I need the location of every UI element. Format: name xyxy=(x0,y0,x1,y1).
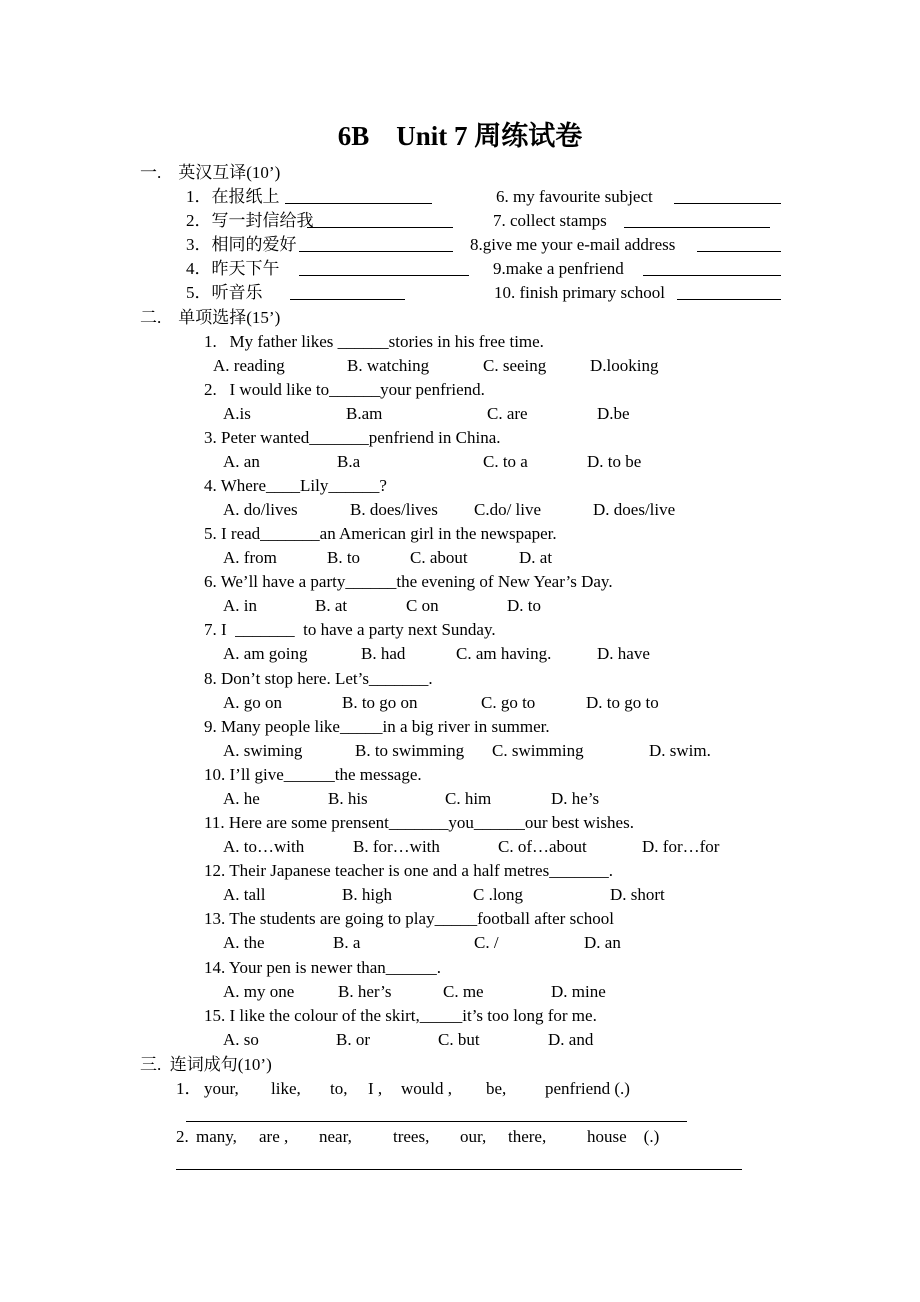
answer-line[interactable] xyxy=(290,299,405,300)
option[interactable]: C. are xyxy=(487,404,528,423)
option[interactable]: C on xyxy=(406,596,439,615)
option[interactable]: A. reading xyxy=(213,356,285,375)
option[interactable]: C. swimming xyxy=(492,741,584,760)
translation-en: 6. my favourite subject xyxy=(496,187,653,206)
translation-cn: 2．写一封信给我 xyxy=(186,211,314,230)
option[interactable]: A. he xyxy=(223,789,260,808)
sentence-number: 1． xyxy=(176,1079,202,1098)
word: penfriend (.) xyxy=(545,1079,630,1098)
word: I , xyxy=(368,1079,383,1098)
question-text: 3. Peter wanted_______penfriend in China. xyxy=(204,428,501,447)
translation-en: 7. collect stamps xyxy=(493,211,607,230)
word: near, xyxy=(319,1127,352,1146)
option[interactable]: A. the xyxy=(223,933,265,952)
word: our, xyxy=(460,1127,487,1146)
option[interactable]: A. tall xyxy=(223,885,266,904)
option[interactable]: C. / xyxy=(474,933,499,952)
translation-cn: 1．在报纸上 xyxy=(186,187,280,206)
option[interactable]: C. me xyxy=(443,982,484,1001)
option[interactable]: B.a xyxy=(337,452,361,471)
answer-line[interactable] xyxy=(677,299,781,300)
word: are , xyxy=(259,1127,289,1146)
option[interactable]: C. him xyxy=(445,789,492,808)
option[interactable]: B.am xyxy=(346,404,383,423)
translation-en: 10. finish primary school xyxy=(494,283,665,302)
answer-line[interactable] xyxy=(697,251,781,252)
question-text: 11. Here are some prensent_______you______our best wishes. xyxy=(204,813,634,832)
answer-line[interactable] xyxy=(624,227,770,228)
question-text: 10. I’ll give______the message. xyxy=(204,765,422,784)
option[interactable]: D. he’s xyxy=(551,789,600,808)
option[interactable]: A. am going xyxy=(223,644,308,663)
answer-line[interactable] xyxy=(307,227,453,228)
option[interactable]: D. to xyxy=(507,596,541,615)
option[interactable]: D. mine xyxy=(551,982,606,1001)
option[interactable]: B. watching xyxy=(347,356,430,375)
option[interactable]: D. at xyxy=(519,548,553,567)
question-text: 14. Your pen is newer than______. xyxy=(204,958,442,977)
word: be, xyxy=(486,1079,507,1098)
section2-heading: 二. 单项选择(15’) xyxy=(140,308,281,327)
option[interactable]: D. short xyxy=(610,885,665,904)
question-text: 9. Many people like_____in a big river in summer. xyxy=(204,717,550,736)
word: your, xyxy=(204,1079,239,1098)
word: there, xyxy=(508,1127,547,1146)
question-text: 1. My father likes ______stories in his free time. xyxy=(204,332,544,351)
option[interactable]: D.be xyxy=(597,404,630,423)
answer-line[interactable] xyxy=(299,275,469,276)
option[interactable]: C. of…about xyxy=(498,837,587,856)
option[interactable]: D. swim. xyxy=(649,741,711,760)
answer-line[interactable] xyxy=(285,203,432,204)
answer-line[interactable] xyxy=(674,203,781,204)
word: house (.) xyxy=(587,1127,660,1146)
option[interactable]: B. to swimming xyxy=(355,741,465,760)
word: trees, xyxy=(393,1127,430,1146)
translation-en: 9.make a penfriend xyxy=(493,259,624,278)
word: many, xyxy=(196,1127,237,1146)
option[interactable]: A. in xyxy=(223,596,257,615)
question-text: 15. I like the colour of the skirt,_____it’s too long for me. xyxy=(204,1006,597,1025)
option[interactable]: A. swiming xyxy=(223,741,303,760)
option[interactable]: B. had xyxy=(361,644,406,663)
option[interactable]: C.do/ live xyxy=(474,500,542,519)
option[interactable]: D. for…for xyxy=(642,837,720,856)
option[interactable]: B. her’s xyxy=(338,982,392,1001)
option[interactable]: C. seeing xyxy=(483,356,547,375)
option[interactable]: C. go to xyxy=(481,693,536,712)
option[interactable]: C. to a xyxy=(483,452,528,471)
question-text: 12. Their Japanese teacher is one and a half metres_______. xyxy=(204,861,613,880)
option[interactable]: A. go on xyxy=(223,693,283,712)
option[interactable]: A. from xyxy=(223,548,277,567)
option[interactable]: D. does/live xyxy=(593,500,676,519)
word: to, xyxy=(330,1079,348,1098)
option[interactable]: A. to…with xyxy=(223,837,305,856)
question-text: 13. The students are going to play_____football after school xyxy=(204,909,614,928)
option[interactable]: D.looking xyxy=(590,356,659,375)
question-text: 5. I read_______an American girl in the newspaper. xyxy=(204,524,557,543)
option[interactable]: B. for…with xyxy=(353,837,440,856)
option[interactable]: B. at xyxy=(315,596,348,615)
option[interactable]: A. my one xyxy=(223,982,295,1001)
word: would , xyxy=(401,1079,452,1098)
option[interactable]: B. high xyxy=(342,885,393,904)
option[interactable]: C .long xyxy=(473,885,524,904)
question-text: 2. I would like to______your penfriend. xyxy=(204,380,485,399)
sentence-number: 2. xyxy=(176,1127,189,1146)
option[interactable]: B. to xyxy=(327,548,361,567)
word: like, xyxy=(271,1079,301,1098)
option[interactable]: D. an xyxy=(584,933,621,952)
option[interactable]: C. am having. xyxy=(456,644,552,663)
option[interactable]: C. about xyxy=(410,548,468,567)
option[interactable]: D. have xyxy=(597,644,650,663)
section1-heading: 一. 英汉互译(10’) xyxy=(140,163,281,182)
translation-cn: 3．相同的爱好 xyxy=(186,235,297,254)
translation-cn: 5．听音乐 xyxy=(186,283,263,302)
question-text: 8. Don’t stop here. Let’s_______. xyxy=(204,669,433,688)
option[interactable]: A.is xyxy=(223,404,251,423)
section3-heading: 三. 连词成句(10’) xyxy=(140,1055,272,1074)
option[interactable]: B. or xyxy=(336,1030,370,1049)
option[interactable]: B. a xyxy=(333,933,361,952)
translation-en: 8.give me your e-mail address xyxy=(470,235,676,254)
option[interactable]: B. his xyxy=(328,789,368,808)
option[interactable]: A. do/lives xyxy=(223,500,298,519)
answer-line[interactable] xyxy=(299,251,453,252)
option[interactable]: A. so xyxy=(223,1030,259,1049)
question-text: 6. We’ll have a party______the evening of New Year’s Day. xyxy=(204,572,613,591)
option[interactable]: C. but xyxy=(438,1030,480,1049)
question-text: 4. Where____Lily______? xyxy=(204,476,387,495)
answer-line[interactable] xyxy=(176,1169,742,1170)
option[interactable]: B. does/lives xyxy=(350,500,438,519)
option[interactable]: D. to go to xyxy=(586,693,659,712)
translation-cn: 4．昨天下午 xyxy=(186,259,280,278)
option[interactable]: A. an xyxy=(223,452,260,471)
page-title: 6B Unit 7 周练试卷 xyxy=(337,121,583,151)
option[interactable]: B. to go on xyxy=(342,693,418,712)
answer-line[interactable] xyxy=(186,1121,687,1122)
option[interactable]: D. to be xyxy=(587,452,642,471)
option[interactable]: D. and xyxy=(548,1030,594,1049)
question-text: 7. I _______ to have a party next Sunday. xyxy=(204,620,496,639)
answer-line[interactable] xyxy=(643,275,781,276)
